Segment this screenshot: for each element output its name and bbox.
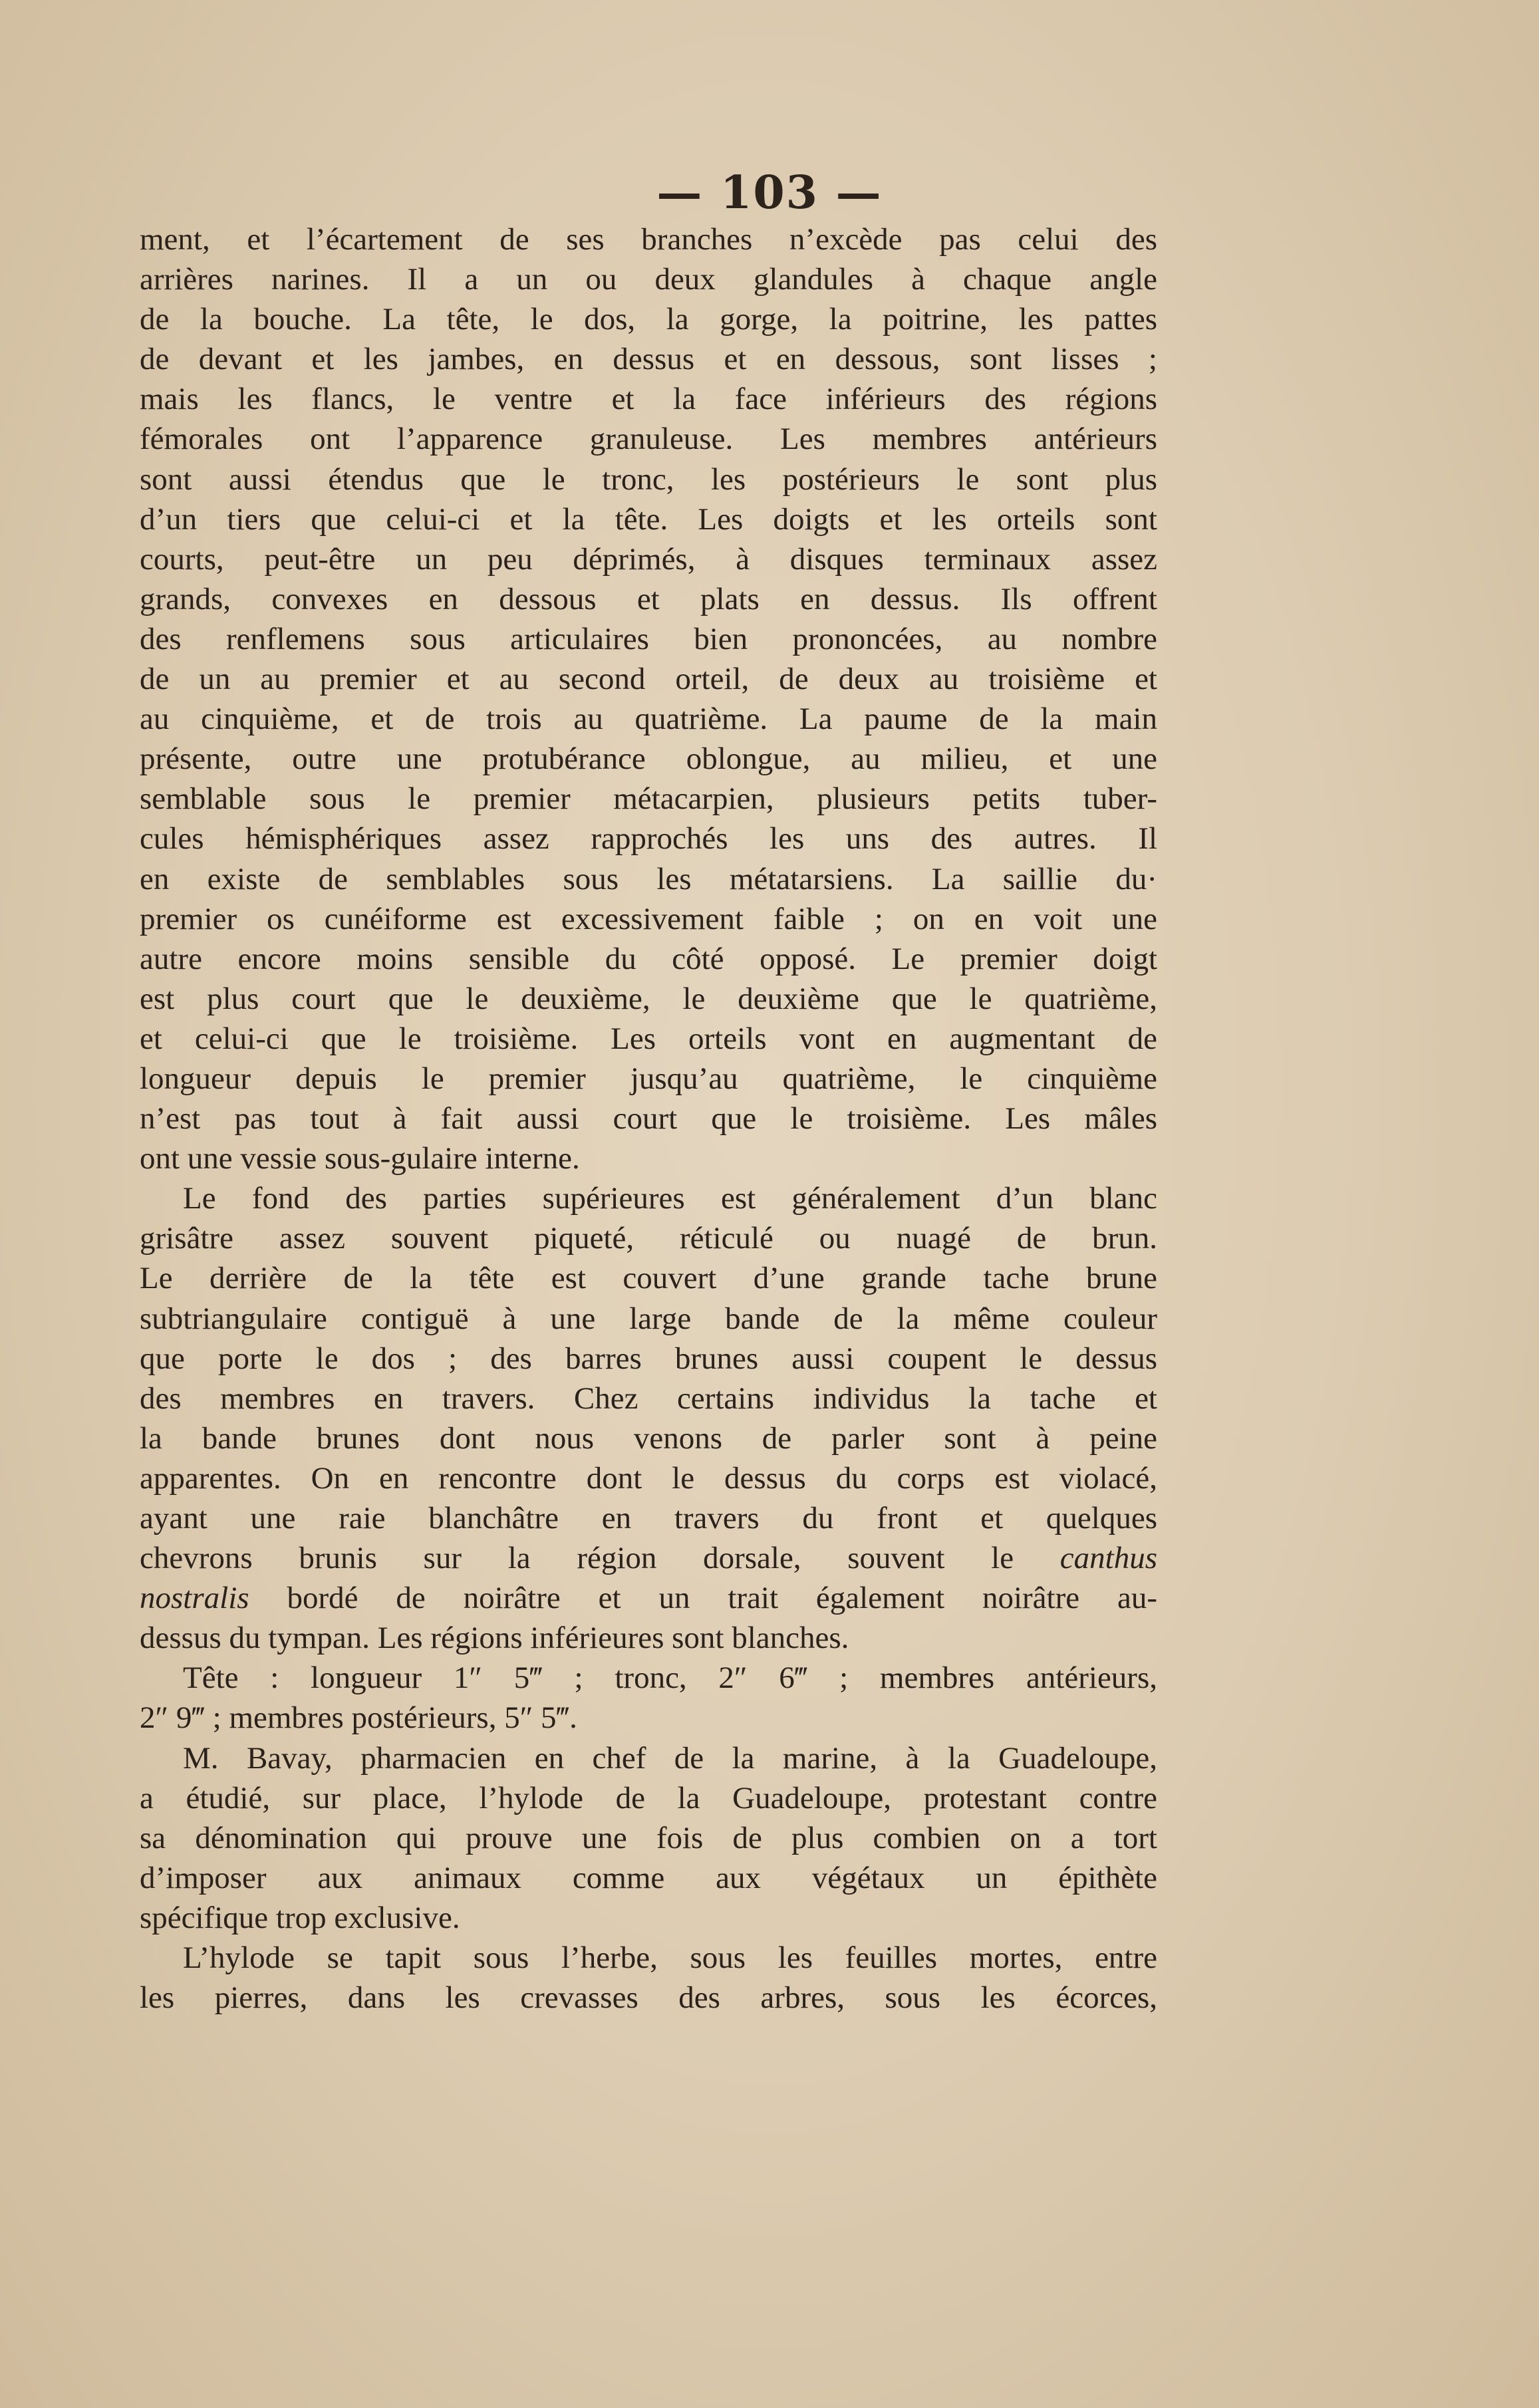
page-number: — 103 — (656, 166, 883, 219)
text-line: subtriangulaire contiguë à une large bande de la même couleur (140, 1301, 1157, 1336)
text-line: sa dénomination qui prouve une fois de plus combien on a tort (140, 1820, 1157, 1855)
text-line: la bande brunes dont nous venons de parler sont à peine (140, 1420, 1157, 1456)
text-line: Le derrière de la tête est couvert d’une grande tache brune (140, 1261, 1157, 1296)
text-line: chevrons brunis sur la région dorsale, souvent le canthus (140, 1541, 1157, 1576)
text-line: premier os cunéiforme est excessivement faible ; on en voit une (140, 901, 1157, 936)
text-line: arrières narines. Il a un ou deux glandules à chaque angle (140, 262, 1157, 297)
text-line: ayant une raie blanchâtre en travers du front et quelques (140, 1501, 1157, 1536)
text-line: 2″ 9‴ ; membres postérieurs, 5″ 5‴. (140, 1700, 577, 1736)
text-line: et celui-ci que le troisième. Les orteils vont en augmentant de (140, 1021, 1157, 1056)
text-line: autre encore moins sensible du côté opposé. Le premier doigt (140, 941, 1157, 976)
body-text (140, 219, 1157, 2018)
text-line: a étudié, sur place, l’hylode de la Guadeloupe, protestant contre (140, 1780, 1157, 1815)
text-line: grands, convexes en dessous et plats en dessus. Ils offrent (140, 581, 1157, 616)
text-line: ment, et l’écartement de ses branches n’excède pas celui des (140, 222, 1157, 257)
text-line: en existe de semblables sous les métatarsiens. La saillie du· (140, 861, 1157, 896)
text-line: de devant et les jambes, en dessus et en dessous, sont lisses ; (140, 342, 1157, 377)
text-line: d’imposer aux animaux comme aux végétaux un épithète (140, 1860, 1157, 1895)
text-line: courts, peut-être un peu déprimés, à disques terminaux assez (140, 541, 1157, 577)
text-line: est plus court que le deuxième, le deuxième que le quatrième, (140, 981, 1157, 1016)
text-line: apparentes. On en rencontre dont le dessus du corps est violacé, (140, 1460, 1157, 1496)
text-line: d’un tiers que celui-ci et la tête. Les doigts et les orteils sont (140, 501, 1157, 537)
text-line: de un au premier et au second orteil, de deux au troisième et (140, 662, 1157, 697)
text-line: mais les flancs, le ventre et la face inférieurs des régions (140, 382, 1157, 417)
text-line: des renflemens sous articulaires bien prononcées, au nombre (140, 621, 1157, 656)
text-line: nostralis bordé de noirâtre et un trait également noirâtre au- (140, 1581, 1157, 1616)
text-line: grisâtre assez souvent piqueté, réticulé ou nuagé de brun. (140, 1221, 1157, 1256)
text-line: sont aussi étendus que le tronc, les postérieurs le sont plus (140, 462, 1157, 497)
text-line: les pierres, dans les crevasses des arbres, sous les écorces, (140, 1980, 1157, 2016)
text-line: de la bouche. La tête, le dos, la gorge, la poitrine, les pattes (140, 302, 1157, 337)
text-line: M. Bavay, pharmacien en chef de la marine, à la Guadeloupe, (183, 1740, 1157, 1776)
text-line: dessus du tympan. Les régions inférieures sont blanches. (140, 1621, 849, 1656)
text-line: des membres en travers. Chez certains individus la tache et (140, 1381, 1157, 1416)
text-line: spécifique trop exclusive. (140, 1900, 460, 1935)
text-line: présente, outre une protubérance oblongue, au milieu, et une (140, 741, 1157, 777)
text-line: Le fond des parties supérieures est généralement d’un blanc (183, 1181, 1157, 1216)
text-line: n’est pas tout à fait aussi court que le troisième. Les mâles (140, 1101, 1157, 1137)
text-line: L’hylode se tapit sous l’herbe, sous les feuilles mortes, entre (183, 1940, 1157, 1976)
text-line: Tête : longueur 1″ 5‴ ; tronc, 2″ 6‴ ; membres antérieurs, (183, 1661, 1157, 1696)
text-line: semblable sous le premier métacarpien, plusieurs petits tuber- (140, 781, 1157, 817)
text-line: fémorales ont l’apparence granuleuse. Les membres antérieurs (140, 422, 1157, 457)
text-line: au cinquième, et de trois au quatrième. La paume de la main (140, 702, 1157, 737)
text-line: cules hémisphériques assez rapprochés les uns des autres. Il (140, 821, 1157, 857)
text-line: que porte le dos ; des barres brunes aussi coupent le dessus (140, 1341, 1157, 1376)
text-line: longueur depuis le premier jusqu’au quatrième, le cinquième (140, 1061, 1157, 1096)
text-line: ont une vessie sous-gulaire interne. (140, 1141, 580, 1176)
